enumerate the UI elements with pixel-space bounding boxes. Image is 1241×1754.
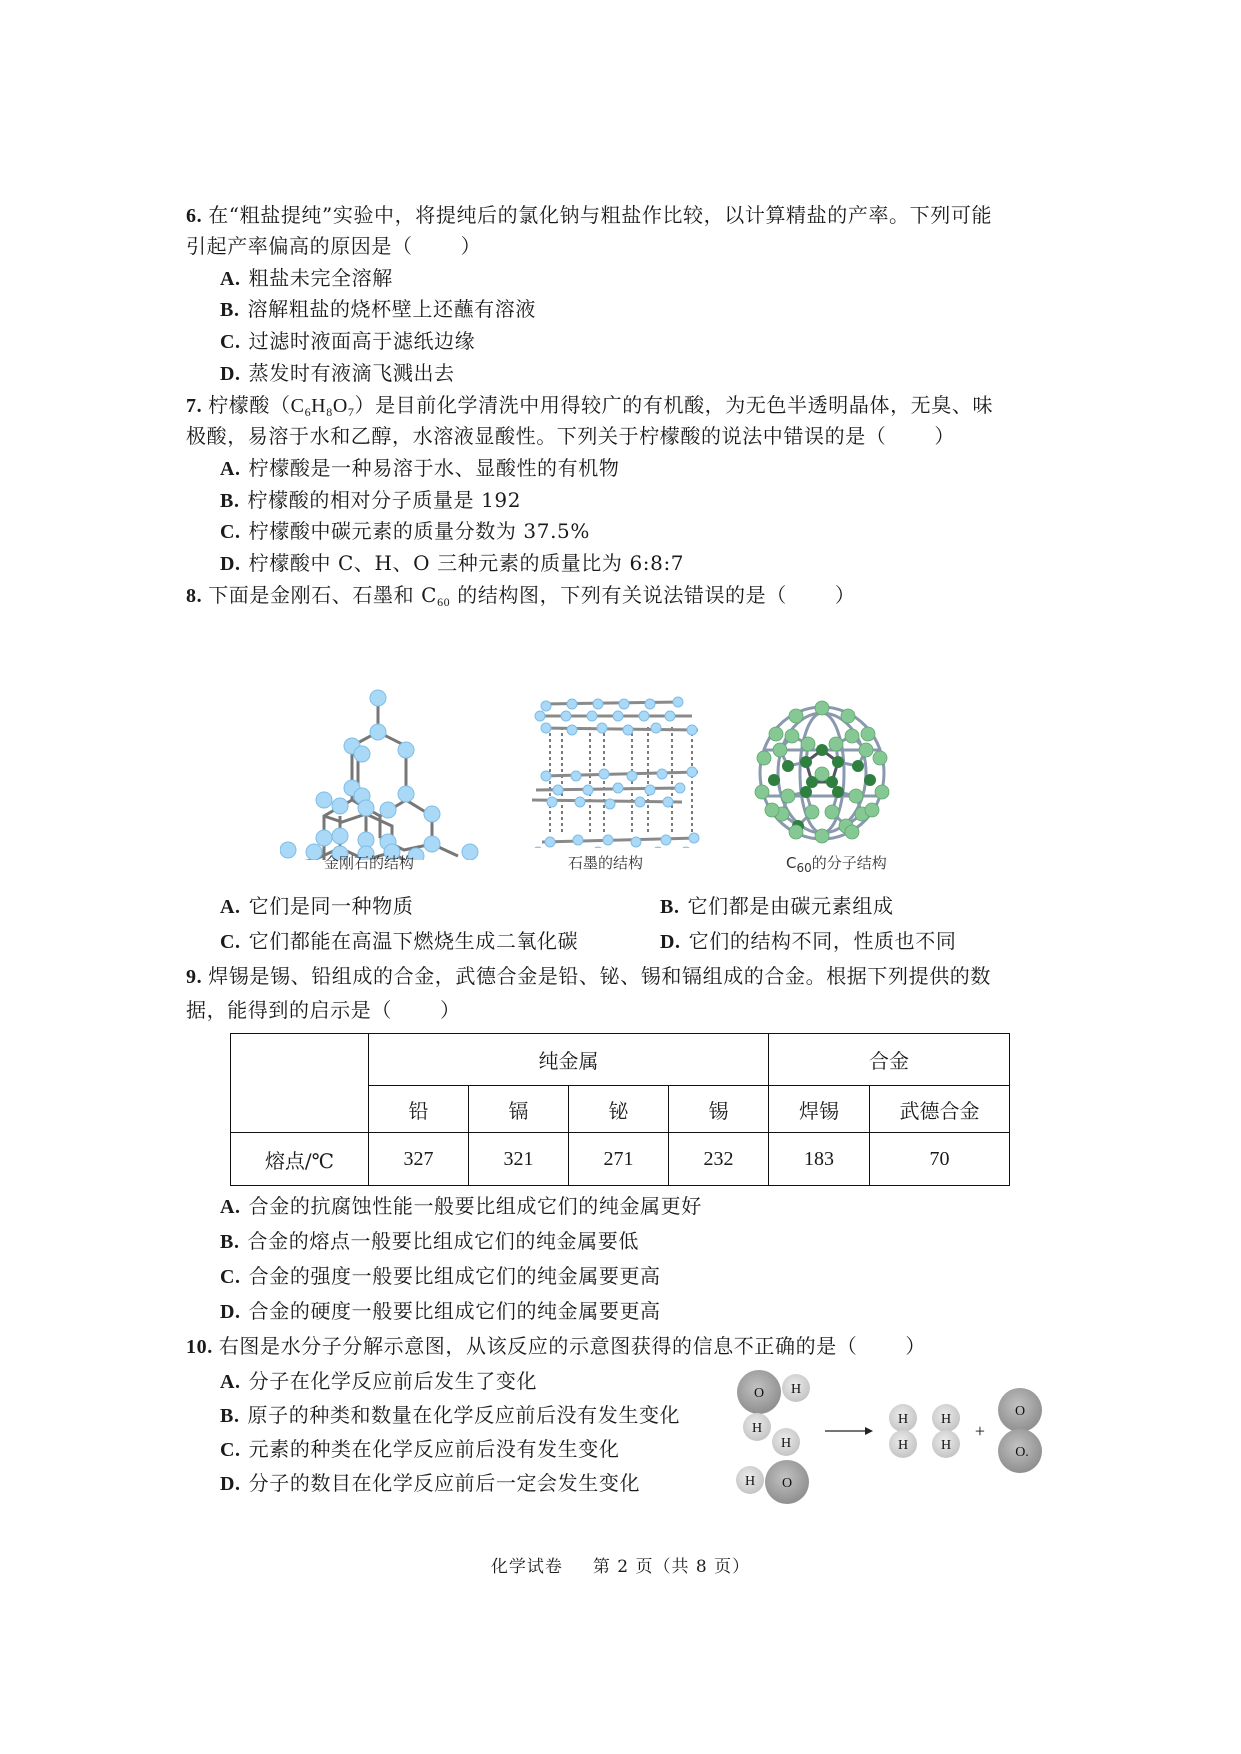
q9-stem-text-2: 据，能得到的启示是（	[186, 998, 392, 1022]
option-text: 它们都能在高温下燃烧生成二氧化碳	[248, 929, 579, 953]
citric-acid-formula	[291, 395, 355, 417]
atom-label-o-dot: O.	[1015, 1445, 1029, 1460]
q9-option-c[interactable]	[220, 1264, 661, 1289]
graphite-interlayer-bonds	[550, 727, 692, 832]
q8-number: 8.	[186, 585, 203, 607]
q7-stem-text-2: 极酸，易溶于水和乙醇，水溶液显酸性。下列关于柠檬酸的说法中错误的是（	[186, 424, 887, 448]
option-text: 过滤时液面高于滤纸边缘	[248, 329, 476, 353]
atom-label-h: H	[751, 1421, 763, 1436]
q8-c60-sub: 60	[437, 595, 451, 609]
atom-label-h: H	[940, 1412, 952, 1427]
option-text: 柠檬酸中碳元素的质量分数为 37.5%	[248, 519, 590, 543]
q9-close-paren: ）	[440, 998, 461, 1022]
graphite-caption: 石墨的结构	[568, 854, 644, 872]
q7-option-c[interactable]	[220, 519, 590, 544]
melting-point-table	[230, 1033, 1010, 1186]
option-text: 蒸发时有液滴飞溅出去	[248, 361, 455, 385]
table-col-header: 焊锡	[769, 1086, 870, 1133]
formula-h: H	[311, 395, 327, 417]
q6-close-paren: ）	[460, 234, 482, 258]
q8-option-c[interactable]	[220, 929, 578, 954]
diamond-structure-icon	[280, 688, 490, 860]
option-label: B.	[220, 1405, 240, 1427]
option-label: B.	[220, 299, 240, 321]
q9-stem-line1	[186, 964, 991, 989]
option-text: 分子在化学反应前后发生了变化	[248, 1369, 538, 1393]
atom-label-h: H	[897, 1438, 909, 1453]
q10-option-b[interactable]	[220, 1403, 680, 1428]
table-group-pure-metals: 纯金属	[369, 1034, 769, 1086]
q7-option-a[interactable]	[220, 456, 619, 481]
table-cell: 183	[769, 1133, 870, 1186]
table-group-alloys: 合金	[769, 1034, 1010, 1086]
option-text: 合金的熔点一般要比组成它们的纯金属要低	[247, 1229, 639, 1253]
option-text: 柠檬酸的相对分子质量是 192	[247, 488, 522, 512]
option-text: 它们的结构不同，性质也不同	[688, 929, 957, 953]
option-label: D.	[220, 1301, 241, 1323]
option-label: D.	[220, 553, 241, 575]
option-label: C.	[220, 1439, 241, 1461]
q9-stem-text: 焊锡是锡、铅组成的合金，武德合金是铅、铋、锡和镉组成的合金。根据下列提供的数	[208, 964, 992, 988]
option-text: 它们都是由碳元素组成	[687, 894, 894, 918]
graphite-structure-icon	[532, 692, 702, 848]
q8-option-b[interactable]	[660, 894, 894, 919]
q7-option-b[interactable]	[220, 488, 521, 513]
plus-sign: +	[974, 1421, 986, 1441]
option-label: A.	[220, 458, 241, 480]
q6-number: 6.	[186, 205, 203, 227]
q7-stem-line2	[186, 424, 955, 448]
water-decomposition-diagram	[735, 1370, 1045, 1520]
option-label: D.	[220, 1473, 241, 1495]
water-molecule-1	[737, 1370, 810, 1441]
atom-label-o: O	[781, 1476, 793, 1491]
formula-c-sub: 6	[304, 405, 312, 419]
q10-option-d[interactable]	[220, 1471, 640, 1496]
option-text: 溶解粗盐的烧杯壁上还蘸有溶液	[247, 297, 536, 321]
option-text: 合金的硬度一般要比组成它们的纯金属要更高	[248, 1299, 661, 1323]
c60-structure-icon	[752, 700, 892, 846]
q7-option-d[interactable]	[220, 551, 684, 576]
table-col-header: 铅	[369, 1086, 469, 1133]
formula-c: C	[290, 395, 305, 417]
q6-stem-line1	[186, 203, 992, 228]
option-label: A.	[220, 1371, 241, 1393]
option-text: 合金的强度一般要比组成它们的纯金属要更高	[248, 1264, 661, 1288]
option-label: A.	[220, 268, 241, 290]
q6-option-b[interactable]	[220, 297, 536, 322]
page-footer	[0, 1552, 1241, 1577]
formula-o: O	[332, 395, 348, 417]
q6-option-c[interactable]	[220, 329, 475, 354]
option-label: D.	[660, 931, 681, 953]
table-row-label: 熔点/℃	[231, 1133, 369, 1186]
q6-stem-text-2: 引起产率偏高的原因是（	[186, 234, 413, 258]
hydrogen-molecule-2	[932, 1404, 960, 1458]
q6-option-a[interactable]	[220, 266, 393, 291]
option-label: B.	[220, 1231, 240, 1253]
c60-caption-text: 的分子结构	[811, 854, 887, 872]
option-text: 原子的种类和数量在化学反应前后没有发生变化	[247, 1403, 681, 1427]
option-text: 合金的抗腐蚀性能一般要比组成它们的纯金属更好	[248, 1194, 702, 1218]
option-label: B.	[660, 896, 680, 918]
q10-number: 10.	[186, 1336, 213, 1358]
atom-label-o: O	[753, 1386, 765, 1401]
table-row-melting-point	[231, 1133, 1010, 1186]
diamond-caption: 金刚石的结构	[324, 854, 415, 872]
option-label: C.	[220, 931, 241, 953]
option-label: A.	[220, 1196, 241, 1218]
q9-option-b[interactable]	[220, 1229, 639, 1254]
table-cell: 232	[669, 1133, 769, 1186]
q8-stem	[186, 583, 855, 608]
water-molecule-2	[736, 1428, 809, 1504]
option-text: 分子的数目在化学反应前后一定会发生变化	[248, 1471, 641, 1495]
c60-atoms	[755, 701, 889, 843]
q10-stem-text: 右图是水分子分解示意图，从该反应的示意图获得的信息不正确的是（	[218, 1334, 858, 1358]
atom-label-h: H	[780, 1436, 792, 1451]
option-label: A.	[220, 896, 241, 918]
table-cell: 70	[870, 1133, 1010, 1186]
formula-h-sub: 8	[326, 405, 333, 419]
q6-option-d[interactable]	[220, 361, 455, 386]
option-label: D.	[220, 363, 241, 385]
c60-caption-c: C	[786, 854, 797, 872]
reaction-arrow-icon	[825, 1427, 873, 1435]
q8-option-a[interactable]	[220, 894, 413, 919]
q7-close-paren: ）	[934, 424, 956, 448]
graphite-layers	[532, 702, 698, 848]
table-col-header: 武德合金	[870, 1086, 1010, 1133]
q8-stem-text-b: 的结构图，下列有关说法错误的是（	[450, 583, 787, 607]
c60-caption-sub: 60	[796, 861, 812, 875]
atom-label-h: H	[940, 1438, 952, 1453]
hydrogen-molecule-1	[889, 1404, 917, 1458]
q10-close-paren: ）	[905, 1334, 927, 1358]
oxygen-molecule	[998, 1388, 1042, 1473]
table-cell: 271	[569, 1133, 669, 1186]
option-label: C.	[220, 331, 241, 353]
q8-close-paren: ）	[834, 583, 856, 607]
q8-option-d[interactable]	[660, 929, 956, 954]
q6-stem-text: 在“粗盐提纯”实验中，将提纯后的氯化钠与粗盐作比较，以计算精盐的产率。下列可能	[208, 203, 993, 227]
atom-label-o: O	[1014, 1404, 1026, 1419]
q9-option-a[interactable]	[220, 1194, 702, 1219]
table-cell: 321	[469, 1133, 569, 1186]
q8-stem-text: 下面是金刚石、石墨和 C	[208, 583, 438, 607]
q7-stem-line1	[186, 393, 993, 418]
q7-stem-text: 柠檬酸（	[208, 393, 291, 417]
atom-label-h: H	[897, 1412, 909, 1427]
table-col-header: 镉	[469, 1086, 569, 1133]
q10-option-a[interactable]	[220, 1369, 537, 1394]
c60-caption	[786, 852, 887, 873]
table-col-header: 铋	[569, 1086, 669, 1133]
option-text: 柠檬酸是一种易溶于水、显酸性的有机物	[248, 456, 620, 480]
q6-stem-line2	[186, 234, 481, 258]
q7-number: 7.	[186, 395, 203, 417]
atom-label-h: H	[790, 1382, 802, 1397]
option-text: 柠檬酸中 C、H、O 三种元素的质量比为 6:8:7	[248, 551, 685, 575]
formula-o-sub: 7	[347, 405, 355, 419]
table-header-row-groups	[231, 1034, 1010, 1086]
q9-stem-line2	[186, 998, 461, 1022]
atom-label-h: H	[744, 1474, 756, 1489]
q9-option-d[interactable]	[220, 1299, 661, 1324]
table-cell: 327	[369, 1133, 469, 1186]
option-text: 它们是同一种物质	[248, 894, 414, 918]
option-text: 粗盐未完全溶解	[248, 266, 393, 290]
footer-page-number: 第 2 页（共 8 页）	[592, 1557, 751, 1577]
option-text: 元素的种类在化学反应前后没有发生变化	[248, 1437, 620, 1461]
table-col-header: 锡	[669, 1086, 769, 1133]
q9-number: 9.	[186, 966, 203, 988]
q10-stem	[186, 1334, 926, 1359]
option-label: C.	[220, 1266, 241, 1288]
q7-stem-text-b: ）是目前化学清洗中用得较广的有机酸，为无色半透明晶体，无臭、味	[354, 393, 994, 417]
q10-option-c[interactable]	[220, 1437, 619, 1462]
table-corner-cell	[231, 1034, 369, 1133]
footer-subject: 化学试卷	[490, 1557, 563, 1577]
option-label: C.	[220, 521, 241, 543]
option-label: B.	[220, 490, 240, 512]
